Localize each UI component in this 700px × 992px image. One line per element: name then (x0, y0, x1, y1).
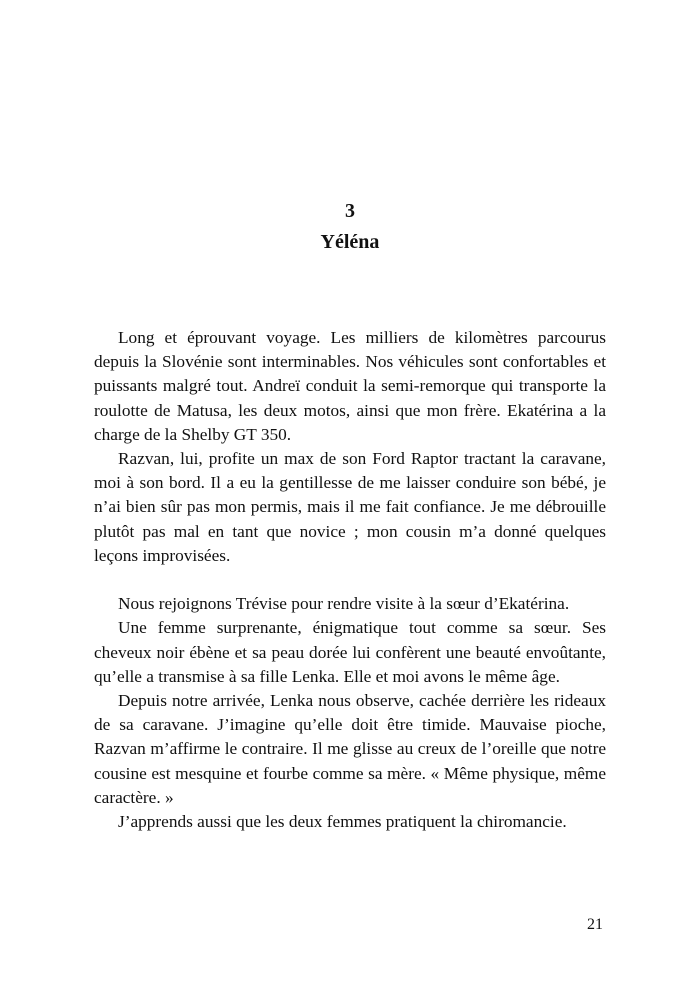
paragraph: Depuis notre arrivée, Lenka nous observe, cachée derrière les rideaux de sa caravane. J’imagine qu’elle doit être timide. Mauvaise pioche, Razvan m’affirme le contraire. Il me glisse au creux de l’oreille que notre cousine est mesquine et fourbe comme sa mère. « Même physique, même caractère. » (94, 691, 606, 807)
paragraph: Nous rejoignons Trévise pour rendre visite à la sœur d’Ekatérina. (118, 594, 570, 614)
section-break (94, 568, 606, 592)
chapter-title: Yéléna (320, 231, 380, 253)
paragraph: Razvan, lui, profite un max de son Ford Raptor tractant la caravane, moi à son bord. Il a eu la gentillesse de me laisser conduire son bébé, je n’ai bien sûr pas mon permis, mais il me fait confiance. Je me débrouille plutôt pas mal en tant que novice ; mon cousin m’a donné quelques leçons improvisées. (94, 449, 606, 565)
paragraph: Long et éprouvant voyage. Les milliers de kilomètres parcourus depuis la Slovénie sont interminables. Nos véhicules sont confortables et puissants malgré tout. Andreï conduit la semi-remorque qui transporte la roulotte de Matusa, les deux motos, ainsi que mon frère. Ekatérina a la charge de la Shelby GT 350. (94, 328, 606, 444)
paragraph: Une femme surprenante, énigmatique tout comme sa sœur. Ses cheveux noir ébène et sa peau dorée lui confèrent une beauté envoûtante, qu’elle a transmise à sa fille Lenka. Elle et moi avons le même âge. (94, 618, 606, 686)
paragraph: J’apprends aussi que les deux femmes pratiquent la chiromancie. (118, 812, 567, 832)
chapter-number: 3 (345, 200, 355, 222)
body-text (94, 326, 606, 834)
page-number: 21 (587, 916, 603, 933)
